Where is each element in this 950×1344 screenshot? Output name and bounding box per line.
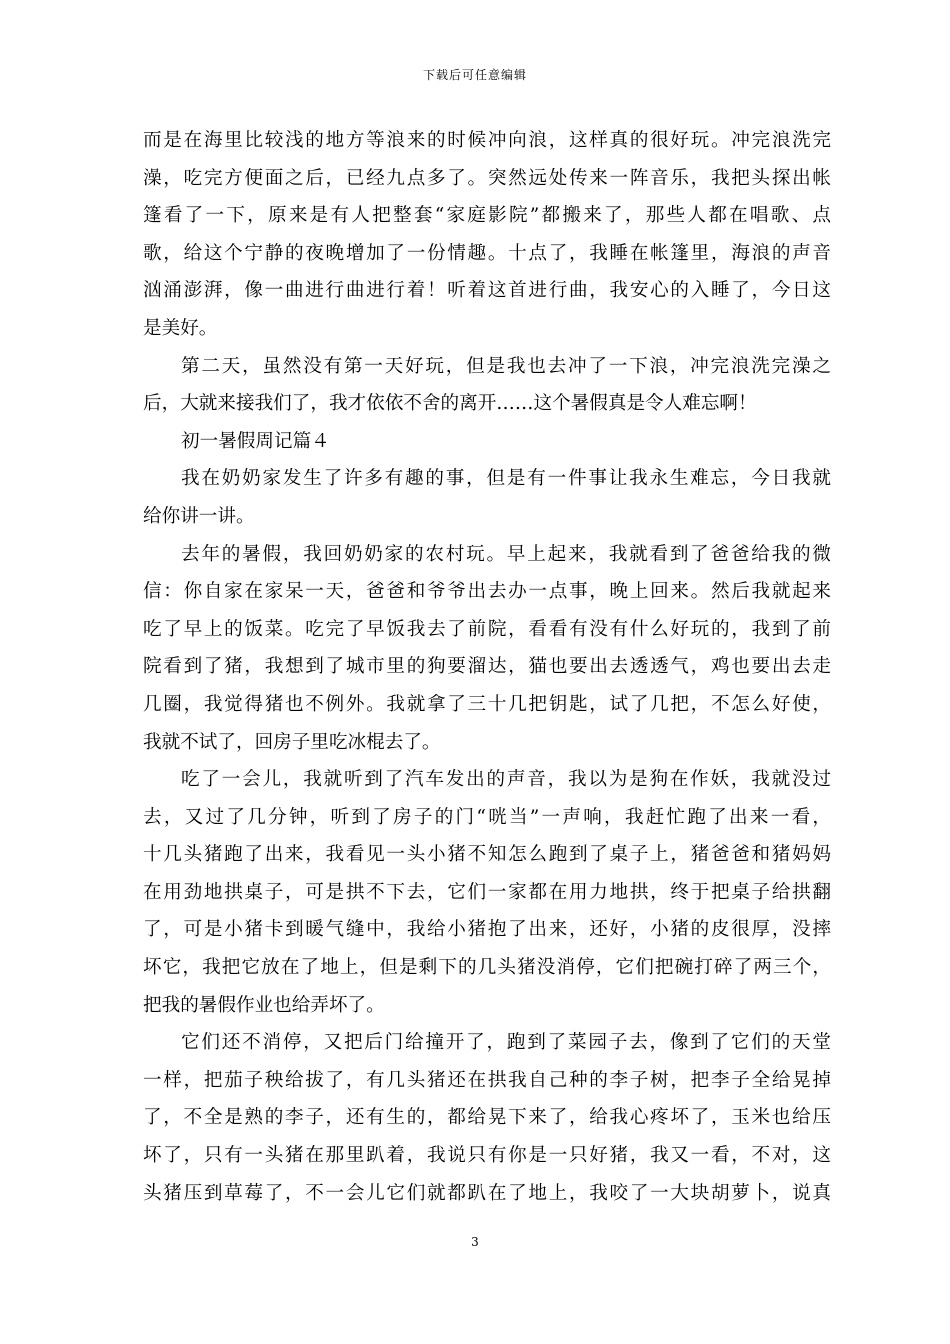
text-line: 是美好。 [143,317,218,339]
text-line: 去年的暑假，我回奶奶家的农村玩。早上起来，我就看到了爸爸给我的微 [181,543,831,565]
text-line: 汹涌澎湃，像一曲进行曲进行着！听着这首进行曲，我安心的入睡了，今日这 [143,280,831,302]
page-number: 3 [471,1235,479,1249]
text-line: 在用劲地拱桌子，可是拱不下去，它们一家都在用力地拱，终于把桌子给拱翻 [143,881,831,903]
text-line: 坏了，只有一头猪在那里趴着，我说只有你是一只好猪，我又一看，不对，这 [143,1145,831,1167]
text-line: 去，又过了几分钟，听到了房子的门“咣当”一声响，我赶忙跑了出来一看， [143,806,831,828]
text-line: 澡，吃完方便面之后，已经九点多了。突然远处传来一阵音乐，我把头探出帐 [143,167,831,189]
text-line: 后，大就来接我们了，我才依依不舍的离开……这个暑假真是令人难忘啊！ [143,393,757,415]
text-line: 十几头猪跑了出来，我看见一头小猪不知怎么跑到了桌子上，猪爸爸和猪妈妈 [143,844,831,866]
text-line: 头猪压到草莓了，不一会儿它们就都趴在了地上，我咬了一大块胡萝卜，说真 [143,1182,831,1204]
text-line: 把我的暑假作业也给弄坏了。 [143,994,385,1016]
text-line: 几圈，我觉得猪也不例外。我就拿了三十几把钥匙，试了几把，不怎么好使， [143,693,831,715]
text-line: 坏它，我把它放在了地上，但是剩下的几头猪没消停，它们把碗打碎了两三个， [143,957,831,979]
text-line: 吃了一会儿，我就听到了汽车发出的声音，我以为是狗在作妖，我就没过 [181,769,831,791]
text-line: 信：你自家在家呆一天，爸爸和爷爷出去办一点事，晚上回来。然后我就起来 [143,581,831,603]
document-body [143,122,831,1212]
text-line: 院看到了猪，我想到了城市里的狗要溜达，猫也要出去透透气，鸡也要出去走 [143,656,831,678]
text-line: 一样，把茄子秧给拔了，有几头猪还在拱我自己种的李子树，把李子全给晃掉 [143,1069,831,1091]
text-line: 了，可是小猪卡到暖气缝中，我给小猪抱了出来，还好，小猪的皮很厚，没摔 [143,919,831,941]
text-line: 给你讲一讲。 [143,505,255,527]
text-line: 吃了早上的饭菜。吃完了早饭我去了前院，看看有没有什么好玩的，我到了前 [143,618,831,640]
text-line: 它们还不消停，又把后门给撞开了，跑到了菜园子去，像到了它们的天堂 [181,1032,831,1054]
text-line: 了，不全是熟的李子，还有生的，都给晃下来了，给我心疼坏了，玉米也给压 [143,1107,831,1129]
text-line: 第二天，虽然没有第一天好玩，但是我也去冲了一下浪，冲完浪洗完澡之 [181,355,831,377]
text-line: 初一暑假周记篇４ [181,430,330,452]
text-line: 歌，给这个宁静的夜晚增加了一份情趣。十点了，我睡在帐篷里，海浪的声音 [143,242,831,264]
page-header: 下载后可任意编辑 [422,68,527,82]
text-line: 我在奶奶家发生了许多有趣的事，但是有一件事让我永生难忘，今日我就 [181,468,831,490]
text-line: 我就不试了，回房子里吃冰棍去了。 [143,731,441,753]
text-line: 篷看了一下，原来是有人把整套“家庭影院”都搬来了，那些人都在唱歌、点 [143,205,831,227]
text-line: 而是在海里比较浅的地方等浪来的时候冲向浪，这样真的很好玩。冲完浪洗完 [143,130,831,151]
